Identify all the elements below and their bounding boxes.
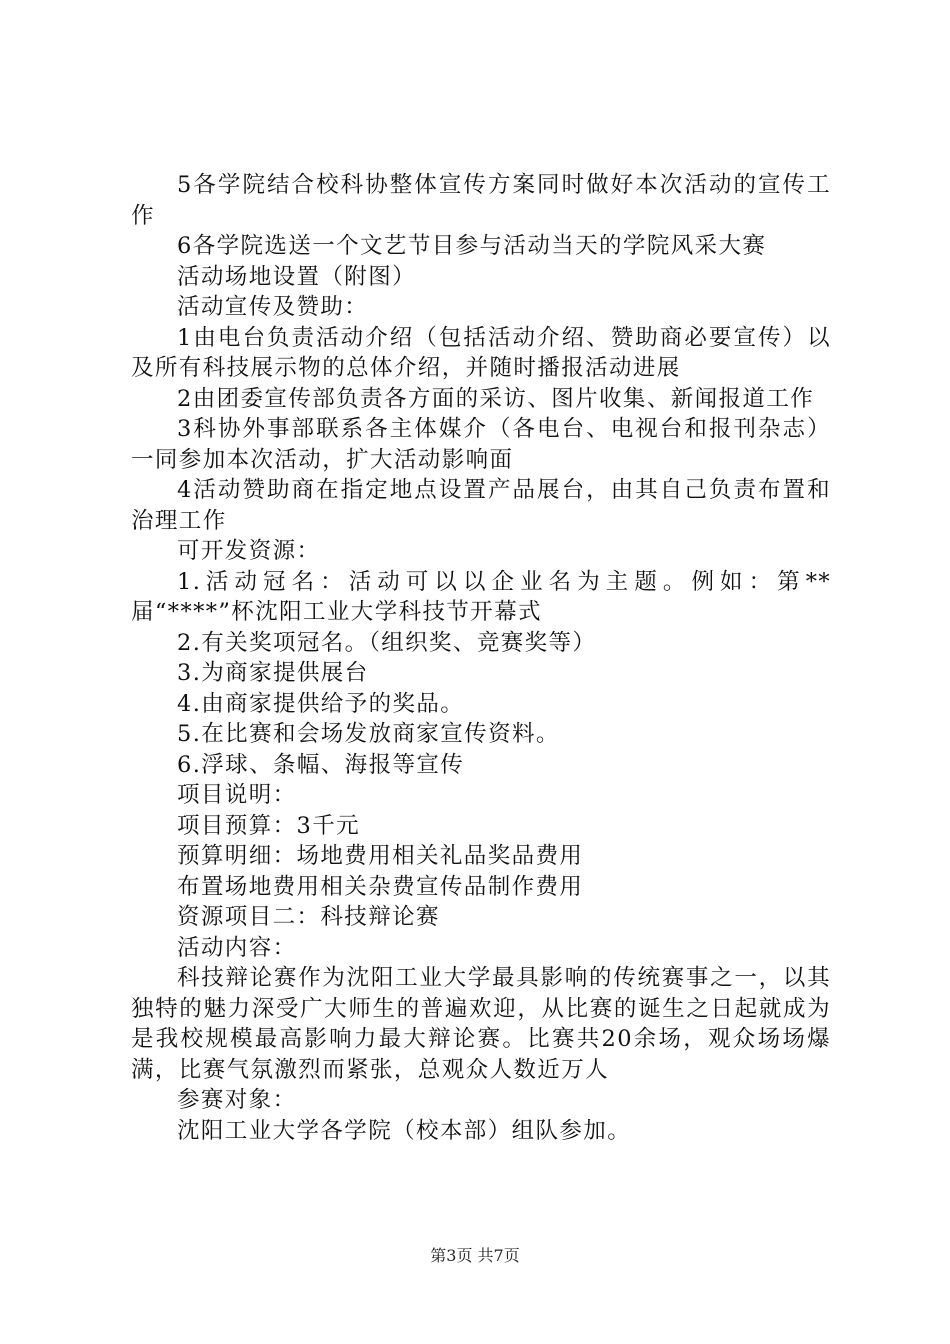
page-number-footer: 第3页 共7页 xyxy=(430,1246,520,1265)
paragraph: 活动内容： xyxy=(177,934,297,961)
paragraph: 项目预算：3千元 xyxy=(177,812,361,839)
paragraph: 6.浮球、条幅、海报等宣传 xyxy=(177,751,465,778)
paragraph: 3科协外事部联系各主体媒介（各电台、电视台和报刊杂志）一同参加本次活动，扩大活动影响面 xyxy=(131,416,831,473)
paragraph: 1.活动冠名：活动可以以企业名为主题。例如：第**届“****”杯沈阳工业大学科技节开幕式 xyxy=(131,568,831,625)
paragraph: 5各学院结合校科协整体宣传方案同时做好本次活动的宣传工作 xyxy=(131,172,831,229)
paragraph: 参赛对象： xyxy=(177,1087,297,1113)
paragraph: 可开发资源： xyxy=(177,538,321,564)
paragraph: 项目说明： xyxy=(177,782,297,808)
paragraph: 资源项目二：科技辩论赛 xyxy=(177,904,440,930)
paragraph: 预算明细：场地费用相关礼品奖品费用 xyxy=(177,843,584,869)
paragraph: 科技辩论赛作为沈阳工业大学最具影响的传统赛事之一，以其独特的魅力深受广大师生的普遍欢迎，从比赛的诞生之日起就成为是我校规模最高影响力最大辩论赛。比赛共20余场，观众场场爆满，比赛气氛激烈而紧张，总观众人数近万人 xyxy=(131,965,831,1083)
paragraph: 沈阳工业大学各学院（校本部）组队参加。 xyxy=(177,1117,632,1144)
paragraph: 2.有关奖项冠名。（组织奖、竞赛奖等） xyxy=(177,629,597,656)
paragraph: 3.为商家提供展台 xyxy=(177,660,369,686)
paragraph: 活动宣传及赞助： xyxy=(177,294,369,320)
paragraph: 活动场地设置（附图） xyxy=(177,263,417,290)
paragraph: 6各学院选送一个文艺节目参与活动当天的学院风采大赛 xyxy=(177,233,767,259)
paragraph: 4活动赞助商在指定地点设置产品展台，由其自己负责布置和治理工作 xyxy=(131,477,831,534)
paragraph: 2由团委宣传部负责各方面的采访、图片收集、新闻报道工作 xyxy=(177,385,815,412)
document-body xyxy=(131,170,831,1146)
paragraph: 5.在比赛和会场发放商家宣传资料。 xyxy=(177,721,560,747)
paragraph: 4.由商家提供给予的奖品。 xyxy=(177,690,465,717)
paragraph: 1由电台负责活动介绍（包括活动介绍、赞助商必要宣传）以及所有科技展示物的总体介绍，并随时播报活动进展 xyxy=(131,324,831,381)
paragraph: 布置场地费用相关杂费宣传品制作费用 xyxy=(177,873,584,900)
